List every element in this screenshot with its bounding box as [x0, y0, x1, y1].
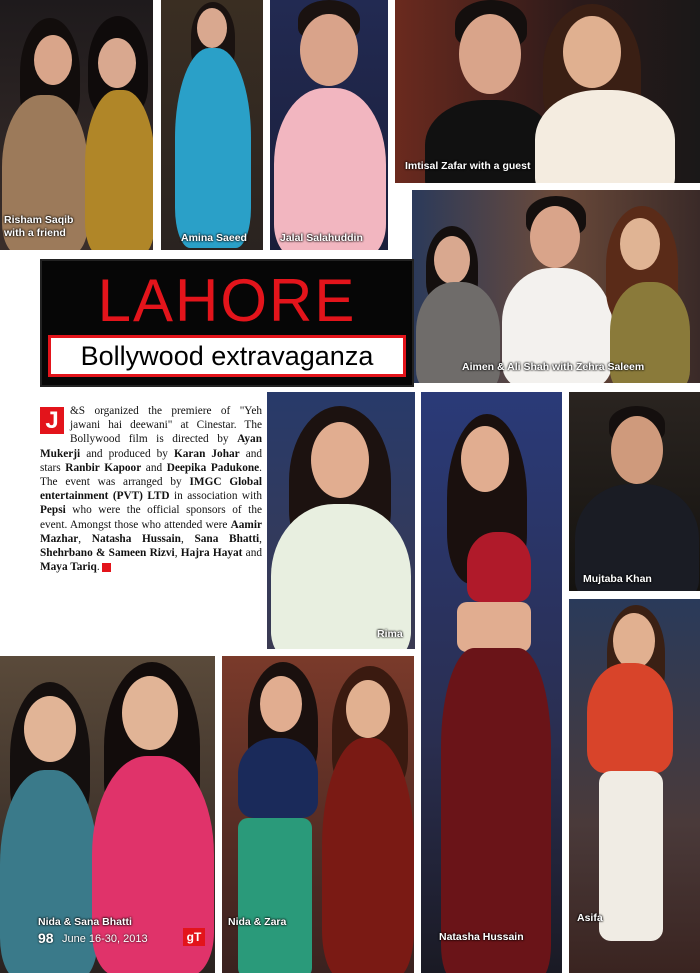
article-name: Maya Tariq [40, 561, 97, 574]
article-text: and stars [40, 447, 263, 474]
article-name: Karan Johar [173, 447, 240, 460]
article-text: who were the official sponsors of the event. Amongst those who attended were [40, 504, 262, 531]
article-text: . [96, 561, 103, 574]
article-dropcap: J [40, 407, 64, 434]
magazine-logo: gT [183, 928, 205, 946]
article-name: Aamir Mazhar [40, 518, 262, 545]
caption-nida-zara: Nida & Zara [228, 916, 287, 928]
article-name: IMGC Global entertainment (PVT) LTD [40, 476, 262, 503]
photo-rima [267, 392, 415, 649]
photo-jalal-salahuddin [270, 0, 388, 250]
caption-mujtaba: Mujtaba Khan [583, 573, 652, 585]
article-text: , [78, 532, 92, 545]
caption-imtisal: Imtisal Zafar with a guest [405, 160, 531, 172]
issue-date: June 16-30, 2013 [62, 933, 148, 945]
photo-mujtaba-khan [569, 392, 700, 591]
photo-nida-sana-bhatti [0, 656, 215, 973]
article-name: Hajra Hayat [180, 547, 243, 560]
article-name: Shehrbano & Sameen Rizvi [40, 547, 175, 560]
article-name: Pepsi [40, 504, 66, 517]
article-text: in association with [169, 490, 262, 503]
article-text: , [180, 532, 195, 545]
caption-amina: Amina Saeed [181, 232, 247, 244]
photo-amina-saeed [161, 0, 263, 250]
caption-jalal: Jalal Salahuddin [280, 232, 363, 244]
headline-subtitle: Bollywood extravaganza [48, 335, 406, 377]
caption-aimen: Aimen & Ali Shah with Zehra Saleem [462, 361, 645, 373]
photo-natasha-hussain [421, 392, 562, 973]
photo-asifa [569, 599, 700, 973]
page-number: 98 [38, 930, 54, 946]
article-name: Ranbir Kapoor [65, 461, 142, 474]
article-text: &S organized the premiere of "Yeh jawani hai deewani" at Cinestar. The Bollywood film is directed by [70, 405, 262, 446]
article-name: Deepika Padukone [166, 461, 260, 474]
end-mark-icon [102, 563, 111, 572]
caption-nida-sana: Nida & Sana Bhatti [38, 916, 132, 928]
article-body [40, 404, 262, 574]
photo-risham-saqib [0, 0, 153, 250]
photo-imtisal-zafar [395, 0, 700, 183]
article-text: and produced by [80, 447, 174, 460]
article-name: Natasha Hussain [91, 532, 181, 545]
article-text: , [174, 547, 181, 560]
article-text: . The event was arranged by [40, 461, 262, 489]
article-text: and [141, 461, 167, 474]
caption-asifa: Asifa [577, 912, 603, 924]
caption-risham-line2: with a friend [4, 227, 66, 239]
caption-rima: Rima [377, 628, 403, 640]
headline-title: LAHORE [97, 267, 357, 334]
photo-nida-zara [222, 656, 414, 973]
caption-natasha: Natasha Hussain [439, 931, 524, 943]
article-text: , [259, 532, 262, 545]
article-name: Ayan Mukerji [40, 433, 262, 460]
caption-risham-line1: Risham Saqib [4, 214, 74, 226]
article-name: Sana Bhatti [194, 532, 260, 545]
photo-aimen-ali-shah [412, 190, 700, 383]
headline-banner [40, 259, 414, 387]
article-text: and [242, 547, 262, 560]
